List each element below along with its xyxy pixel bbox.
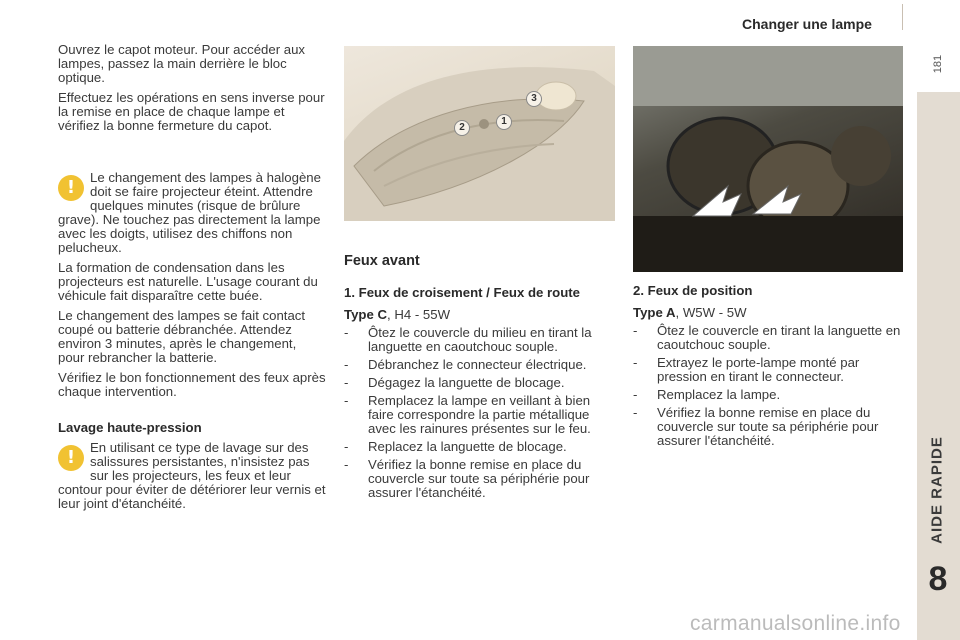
condensation-paragraph: La formation de condensation dans les projecteurs est naturelle. L'usage courant du véhicule fait disparaître cette buée.: [58, 260, 318, 303]
step-item: [344, 326, 619, 354]
bulb-label-1: 1: [496, 114, 512, 130]
check-paragraph: Vérifiez le bon fonctionnement des feux après chaque intervention.: [58, 370, 326, 399]
step-text: Extrayez le porte-lampe monté par pression en tirant le connecteur.: [657, 355, 860, 384]
warning-icon: !: [58, 175, 84, 201]
header-divider: [902, 4, 903, 30]
step-text: Remplacez la lampe en veillant à bien faire correspondre la partie métallique avec les rainures présentes sur le feu.: [368, 393, 591, 436]
sidebar-label: AIDE RAPIDE: [928, 436, 946, 544]
engine-bay-illustration: [633, 46, 903, 272]
engine-bay-photo: [633, 46, 903, 272]
bulb-type-label: Type C: [344, 307, 387, 322]
step-text: Débranchez le connecteur électrique.: [368, 357, 587, 372]
step-text: Dégagez la languette de blocage.: [368, 375, 565, 390]
section-title: Feux avant: [344, 253, 420, 269]
step-bullet: -: [633, 405, 638, 420]
step-bullet: -: [344, 325, 349, 340]
bulb-label-3: 3: [526, 91, 542, 107]
item-title: 2. Feux de position: [633, 283, 753, 298]
chapter-sidebar: [917, 92, 960, 640]
step-text: Vérifiez la bonne remise en place du couvercle sur toute sa périphérie pour assurer l'étanchéité.: [657, 405, 879, 448]
step-bullet: -: [633, 355, 638, 370]
warning-icon: !: [58, 445, 84, 471]
step-bullet: -: [344, 375, 349, 390]
step-item: [344, 394, 619, 436]
step-text: Vérifiez la bonne remise en place du couvercle sur toute sa périphérie pour assurer l'étanchéité.: [368, 457, 590, 500]
intro-paragraph: Effectuez les opérations en sens inverse pour la remise en place de chaque lampe et vérifiez la bonne fermeture du capot.: [58, 90, 325, 133]
position-lights-column: [633, 284, 908, 452]
bulb-type: [633, 306, 908, 320]
step-item: [344, 376, 619, 390]
bulb-type-value: , W5W - 5W: [675, 305, 747, 320]
warning-text: En utilisant ce type de lavage sur des salissures persistantes, n'insistez pas sur les projecteurs, les feux et leur contour pour éviter de détériorer leur vernis et leur joint d'étanchéité.: [58, 440, 326, 511]
headlamp-illustration: [344, 46, 615, 221]
step-item: [633, 324, 908, 352]
item-title: 1. Feux de croisement / Feux de route: [344, 285, 580, 300]
halogen-warning: [58, 171, 326, 255]
headlamp-photo: [344, 46, 615, 221]
step-bullet: -: [633, 387, 638, 402]
step-bullet: -: [344, 439, 349, 454]
bulb-type-value: , H4 - 55W: [387, 307, 451, 322]
battery-paragraph: Le changement des lampes se fait contact coupé ou batterie débranchée. Attendez environ 3 minutes, après le changement, pour rebrancher la batterie.: [58, 308, 306, 365]
step-text: Ôtez le couvercle du milieu en tirant la languette en caoutchouc souple.: [368, 325, 592, 354]
step-text: Remplacez la lampe.: [657, 387, 781, 402]
step-text: Ôtez le couvercle en tirant la languette en caoutchouc souple.: [657, 323, 901, 352]
lavage-warning: [58, 441, 326, 511]
bulb-type: [344, 308, 619, 322]
step-bullet: -: [344, 457, 349, 472]
step-item: [344, 358, 619, 372]
step-item: [633, 388, 908, 402]
page-number: 181: [932, 54, 944, 74]
watermark: carmanualsonline.info: [690, 612, 901, 635]
step-bullet: -: [633, 323, 638, 338]
step-item: [633, 356, 908, 384]
intro-column: [58, 43, 326, 511]
step-text: Replacez la languette de blocage.: [368, 439, 567, 454]
page-header: Changer une lampe: [742, 16, 872, 32]
lavage-title: Lavage haute-pression: [58, 420, 202, 435]
intro-paragraph: Ouvrez le capot moteur. Pour accéder aux lampes, passez la main derrière le bloc optique.: [58, 42, 306, 85]
bulb-type-label: Type A: [633, 305, 676, 320]
warning-text: Le changement des lampes à halogène doit se faire projecteur éteint. Attendre quelques minutes (risque de brûlure grave). Ne touchez pas directement la lampe avec les doigts, utilisez des chiffons non pelucheux.: [58, 170, 321, 255]
step-item: [344, 440, 619, 454]
step-bullet: -: [344, 357, 349, 372]
step-item: [633, 406, 908, 448]
chapter-number: 8: [928, 560, 948, 598]
step-bullet: -: [344, 393, 349, 408]
bulb-label-2: 2: [454, 120, 470, 136]
step-item: [344, 458, 619, 500]
front-lights-column: [344, 254, 619, 504]
